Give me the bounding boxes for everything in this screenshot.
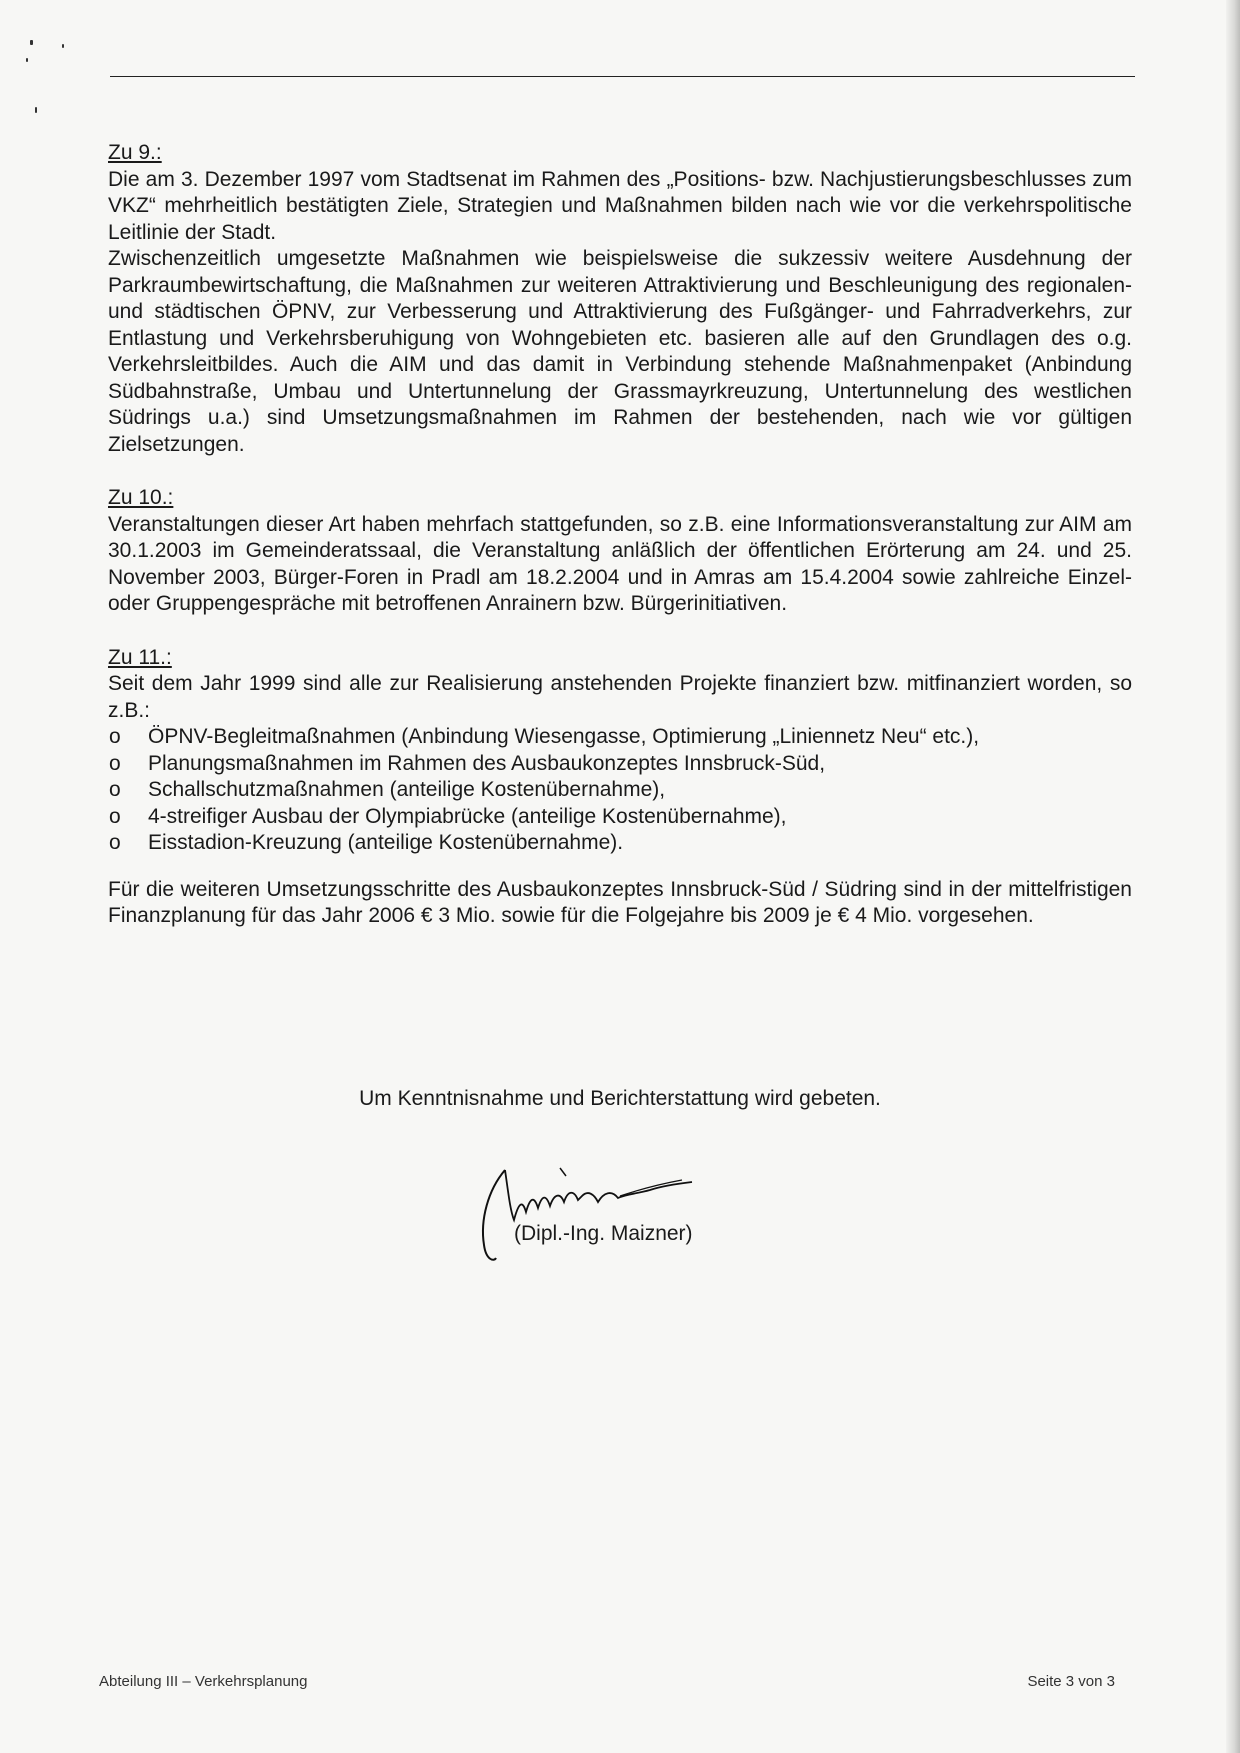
section-heading: Zu 11.: bbox=[108, 645, 172, 669]
footer-page-number: Seite 3 von 3 bbox=[1027, 1673, 1115, 1690]
signer-name: (Dipl.-Ing. Maizner) bbox=[514, 1222, 693, 1245]
bullet-marker: o bbox=[109, 751, 121, 775]
list-item-text: Schallschutzmaßnahmen (anteilige Kostenübernahme), bbox=[148, 778, 666, 801]
paragraph: Seit dem Jahr 1999 sind alle zur Realisierung anstehenden Projekte finanziert bzw. mitfinanziert worden, so z.B.: bbox=[108, 672, 1132, 722]
list-item bbox=[108, 724, 1132, 751]
list-item bbox=[108, 777, 1132, 804]
paragraph: Für die weiteren Umsetzungsschritte des Ausbaukonzeptes Innsbruck-Süd / Südring sind in der mittelfristigen Finanzplanung für das Jahr 2006 € 3 Mio. sowie für die Folgejahre bis 2009 je € 4 Mio. vorgesehen. bbox=[108, 877, 1132, 927]
section-zu-10 bbox=[108, 485, 1132, 618]
paragraph: Veranstaltungen dieser Art haben mehrfach stattgefunden, so z.B. eine Informationsveranstaltung zur AIM am 30.1.2003 im Gemeinderatssaal, die Veranstaltung anläßlich der öffentlichen Erörterung am 24. und 25. November 2003, Bürger-Foren in Pradl am 18.2.2004 und in Amras am 15.4.2004 sowie zahlreiche Einzel- oder Gruppengespräche mit betroffenen Anrainern bzw. Bürgerinitiativen. bbox=[108, 512, 1132, 615]
scan-edge-shading bbox=[1226, 0, 1240, 1753]
section-zu-11 bbox=[108, 645, 1132, 930]
funding-list bbox=[108, 724, 1132, 857]
section-zu-9 bbox=[108, 140, 1132, 458]
list-item bbox=[108, 804, 1132, 831]
paragraph: Die am 3. Dezember 1997 vom Stadtsenat im Rahmen des „Positions- bzw. Nachjustierungsbeschlusses zum VKZ“ mehrheitlich bestätigten Ziele, Strategien und Maßnahmen bilden nach wie vor die verkehrspolitische Leitlinie der Stadt. bbox=[108, 167, 1132, 244]
list-item-text: ÖPNV-Begleitmaßnahmen (Anbindung Wiesengasse, Optimierung „Liniennetz Neu“ etc.), bbox=[148, 725, 980, 748]
closing-line: Um Kenntnisnahme und Berichterstattung wird gebeten. bbox=[359, 1087, 881, 1110]
signature-block bbox=[470, 1150, 770, 1270]
document-body bbox=[108, 140, 1132, 957]
bullet-marker: o bbox=[109, 804, 121, 828]
list-item-text: Eisstadion-Kreuzung (anteilige Kostenübernahme). bbox=[148, 831, 624, 854]
bullet-marker: o bbox=[109, 831, 121, 854]
footer-department: Abteilung III – Verkehrsplanung bbox=[99, 1673, 308, 1690]
handwritten-signature bbox=[470, 1150, 770, 1270]
paragraph: Zwischenzeitlich umgesetzte Maßnahmen wie beispielsweise die sukzessiv weitere Ausdehnung der Parkraumbewirtschaftung, die Maßnahmen zur weiteren Attraktivierung und Beschleunigung des regionalen- und städtischen ÖPNV, zur Verbesserung und Attraktivierung des Fußgänger- und Fahrradverkehrs, zur Entlastung und Verkehrsberuhigung von Wohngebieten etc. basieren alle auf den Grundlagen des o.g. Verkehrsleitbildes. Auch die AIM und das damit in Verbindung stehende Maßnahmenpaket (Anbindung Südbahnstraße, Umbau und Untertunnelung der Grassmayrkreuzung, Untertunnelung des westlichen Südrings u.a.) sind Umsetzungsmaßnahmen im Rahmen der bestehenden, nach wie vor gültigen Zielsetzungen. bbox=[108, 247, 1132, 456]
list-item-text: Planungsmaßnahmen im Rahmen des Ausbaukonzeptes Innsbruck-Süd, bbox=[148, 751, 826, 775]
list-item bbox=[108, 830, 1132, 857]
bullet-marker: o bbox=[109, 725, 121, 748]
list-item-text: 4-streifiger Ausbau der Olympiabrücke (anteilige Kostenübernahme), bbox=[148, 804, 787, 828]
section-heading: Zu 9.: bbox=[108, 141, 162, 164]
bullet-marker: o bbox=[109, 778, 121, 801]
list-item bbox=[108, 751, 1132, 778]
header-rule bbox=[110, 76, 1135, 77]
section-heading: Zu 10.: bbox=[108, 486, 174, 509]
